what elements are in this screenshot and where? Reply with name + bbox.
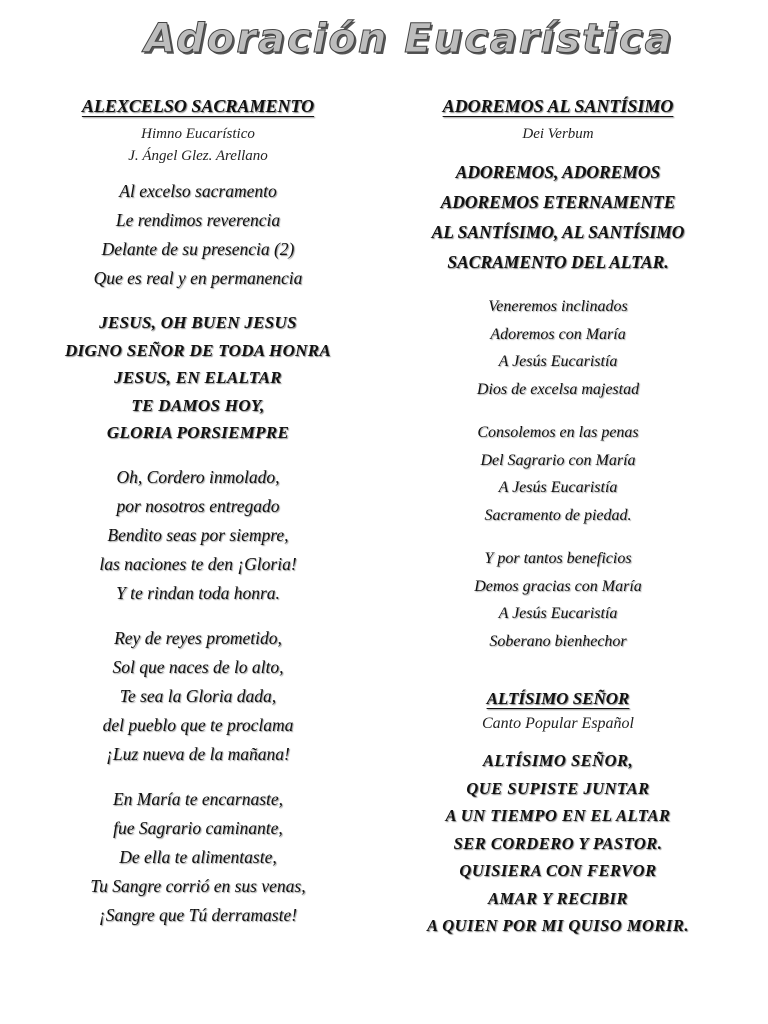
verse-line: Que es real y en permanencia [93,268,303,288]
verse-line: Del Sagrario con María [480,451,636,469]
verse-line: Le rendimos reverencia [115,210,281,230]
verse-line: ¡Luz nueva de la mañana! [106,743,290,764]
verse-line: De ella te alimentaste, [119,846,277,867]
verse-line: Rey de reyes prometido, [114,627,282,648]
chorus-line: QUE SUPISTE JUNTAR [466,778,650,798]
chorus-line: ALTÍSIMO SEÑOR, [482,751,634,770]
verse-adoremos-2 [388,419,728,529]
verse-4 [28,785,368,930]
verse-line: Oh, Cordero inmolado, [116,466,280,487]
verse-line: Al excelso sacramento [119,181,277,201]
verse-line: Sacramento de piedad. [484,506,632,524]
chorus-line: SACRAMENTO DEL ALTAR. [447,252,669,272]
verse-line: ¡Sangre que Tú derramaste! [98,904,298,925]
verse-line: Dios de excelsa majestad [476,380,640,398]
verse-line: A Jesús Eucaristía [498,353,618,370]
chorus-line: SER CORDERO Y PASTOR. [453,833,663,853]
verse-2 [28,463,368,608]
song-credit: Canto Popular Español [481,715,634,732]
verse-line: Demos gracias con María [474,577,642,595]
verse-line: A Jesús Eucaristía [498,605,618,622]
verse-line: Consolemos en las penas [477,424,639,441]
chorus-line: JESUS, OH BUEN JESUS [99,313,297,332]
chorus [28,309,368,447]
chorus-line: A UN TIEMPO EN EL ALTAR [445,806,671,825]
song-author: J. Ángel Glez. Arellano [128,148,268,164]
chorus-line: DIGNO SEÑOR DE TODA HONRA [64,340,331,360]
chorus-line: JESUS, EN ELALTAR [114,368,282,387]
verse-line: Y te rindan toda honra. [116,582,280,603]
verse-line: Te sea la Gloria dada, [119,685,277,706]
song-title-alexcelso: ALEXCELSO SACRAMENTO [81,96,315,116]
verse-line: Adoremos con María [490,325,626,343]
page-title: Adoración Eucarística [144,16,674,62]
verse-line: Tu Sangre corrió en sus venas, [90,875,306,896]
chorus-line: AL SANTÍSIMO, AL SANTÍSIMO [431,222,685,242]
verse-line: Y por tantos beneficios [484,550,632,567]
song-title-altisimo: ALTÍSIMO SEÑOR [486,689,630,708]
verse-line: las naciones te den ¡Gloria! [99,553,297,574]
song-credit: Dei Verbum [522,126,594,142]
verse-line: Sol que naces de lo alto, [112,656,284,677]
left-column [28,96,368,946]
chorus-line: TE DAMOS HOY, [131,395,265,415]
verse-line: por nosotros entregado [116,495,280,516]
chorus-line: QUISIERA CON FERVOR [459,861,657,880]
verse-line: Veneremos inclinados [488,298,628,315]
song-title-adoremos: ADOREMOS AL SANTÍSIMO [442,96,674,116]
verse-line: del pueblo que te proclama [102,714,294,735]
chorus-line: AMAR Y RECIBIR [488,888,628,908]
verse-line: A Jesús Eucaristía [498,479,618,496]
verse-3 [28,624,368,769]
chorus-line: A QUIEN POR MI QUISO MORIR. [427,916,689,935]
chorus-adoremos [388,157,728,277]
verse-line: Soberano bienhechor [489,632,627,650]
chorus-line: GLORIA PORSIEMPRE [106,423,290,442]
verse-line: En María te encarnaste, [112,788,284,809]
chorus-line: ADOREMOS ETERNAMENTE [440,192,676,212]
verse-line: Bendito seas por siempre, [107,524,289,545]
verse-1 [28,177,368,293]
right-column [388,96,728,956]
verse-adoremos-1 [388,293,728,403]
verse-line: fue Sagrario caminante, [113,817,283,838]
song-credit: Himno Eucarístico [141,126,255,142]
verse-adoremos-3 [388,545,728,655]
verse-line: Delante de su presencia (2) [101,239,295,259]
chorus-altisimo [388,747,728,940]
chorus-line: ADOREMOS, ADOREMOS [455,162,661,182]
